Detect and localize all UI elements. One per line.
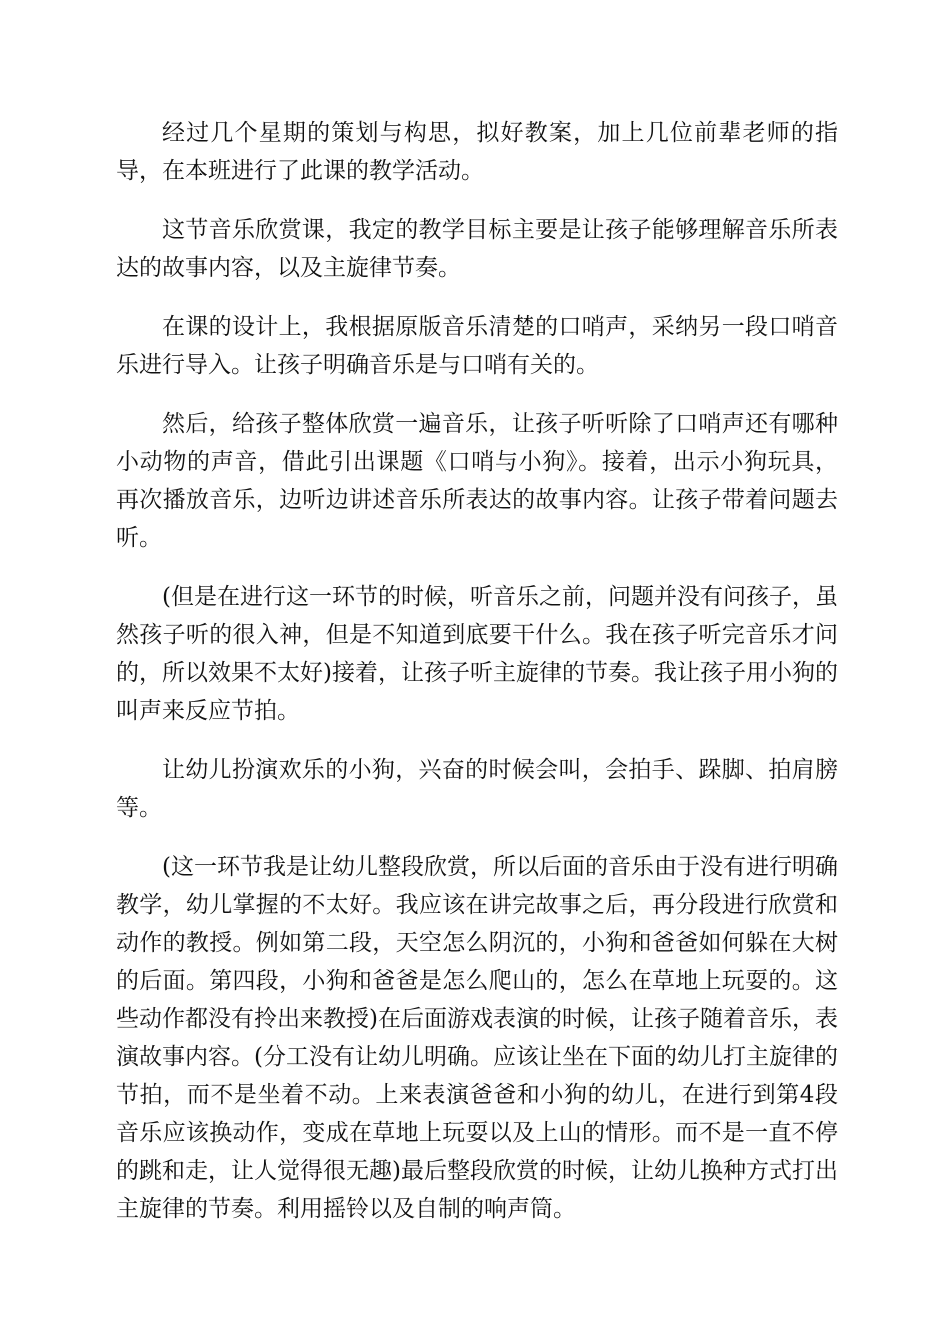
paragraph-6: 让幼儿扮演欢乐的小狗，兴奋的时候会叫，会拍手、跺脚、拍肩膀等。 [116,757,838,821]
paragraph-7: (这一环节我是让幼儿整段欣赏，所以后面的音乐由于没有进行明确教学，幼儿掌握的不太好。我应该在讲完故事之后，再分段进行欣赏和动作的教授。例如第二段，天空怎么阴沉的，小狗和爸爸如何躲在大树的后面。第四段，小狗和爸爸是怎么爬山的，怎么在草地上玩耍的。这些动作都没有拎出来教授)在后面游戏表演的时候，让孩子随着音乐，表演故事内容。(分工没有让幼儿明确。应该让坐在下面的幼儿打主旋律的节拍，而不是坐着不动。上来表演爸爸和小狗的幼儿，在进行到第4段音乐应该换动作，变成在草地上玩耍以及上山的情形。而不是一直不停的跳和走，让人觉得很无趣)最后整段欣赏的时候，让幼儿换种方式打出主旋律的节奏。利用摇铃以及自制的响声筒。 [116,854,838,1222]
document-page [116,114,838,1249]
paragraph-1: 经过几个星期的策划与构思，拟好教案，加上几位前辈老师的指导，在本班进行了此课的教学活动。 [116,120,838,184]
paragraph-4: 然后，给孩子整体欣赏一遍音乐，让孩子听听除了口哨声还有哪种小动物的声音，借此引出课题《口哨与小狗》。接着，出示小狗玩具，再次播放音乐，边听边讲述音乐所表达的故事内容。让孩子带着问题去听。 [116,411,838,551]
paragraph-2: 这节音乐欣赏课，我定的教学目标主要是让孩子能够理解音乐所表达的故事内容，以及主旋律节奏。 [116,217,838,281]
paragraph-5: (但是在进行这一环节的时候，听音乐之前，问题并没有问孩子，虽然孩子听的很入神，但是不知道到底要干什么。我在孩子听完音乐才问的，所以效果不太好)接着，让孩子听主旋律的节奏。我让孩子用小狗的叫声来反应节拍。 [116,584,838,724]
paragraph-3: 在课的设计上，我根据原版音乐清楚的口哨声，采纳另一段口哨音乐进行导入。让孩子明确音乐是与口哨有关的。 [116,314,838,378]
